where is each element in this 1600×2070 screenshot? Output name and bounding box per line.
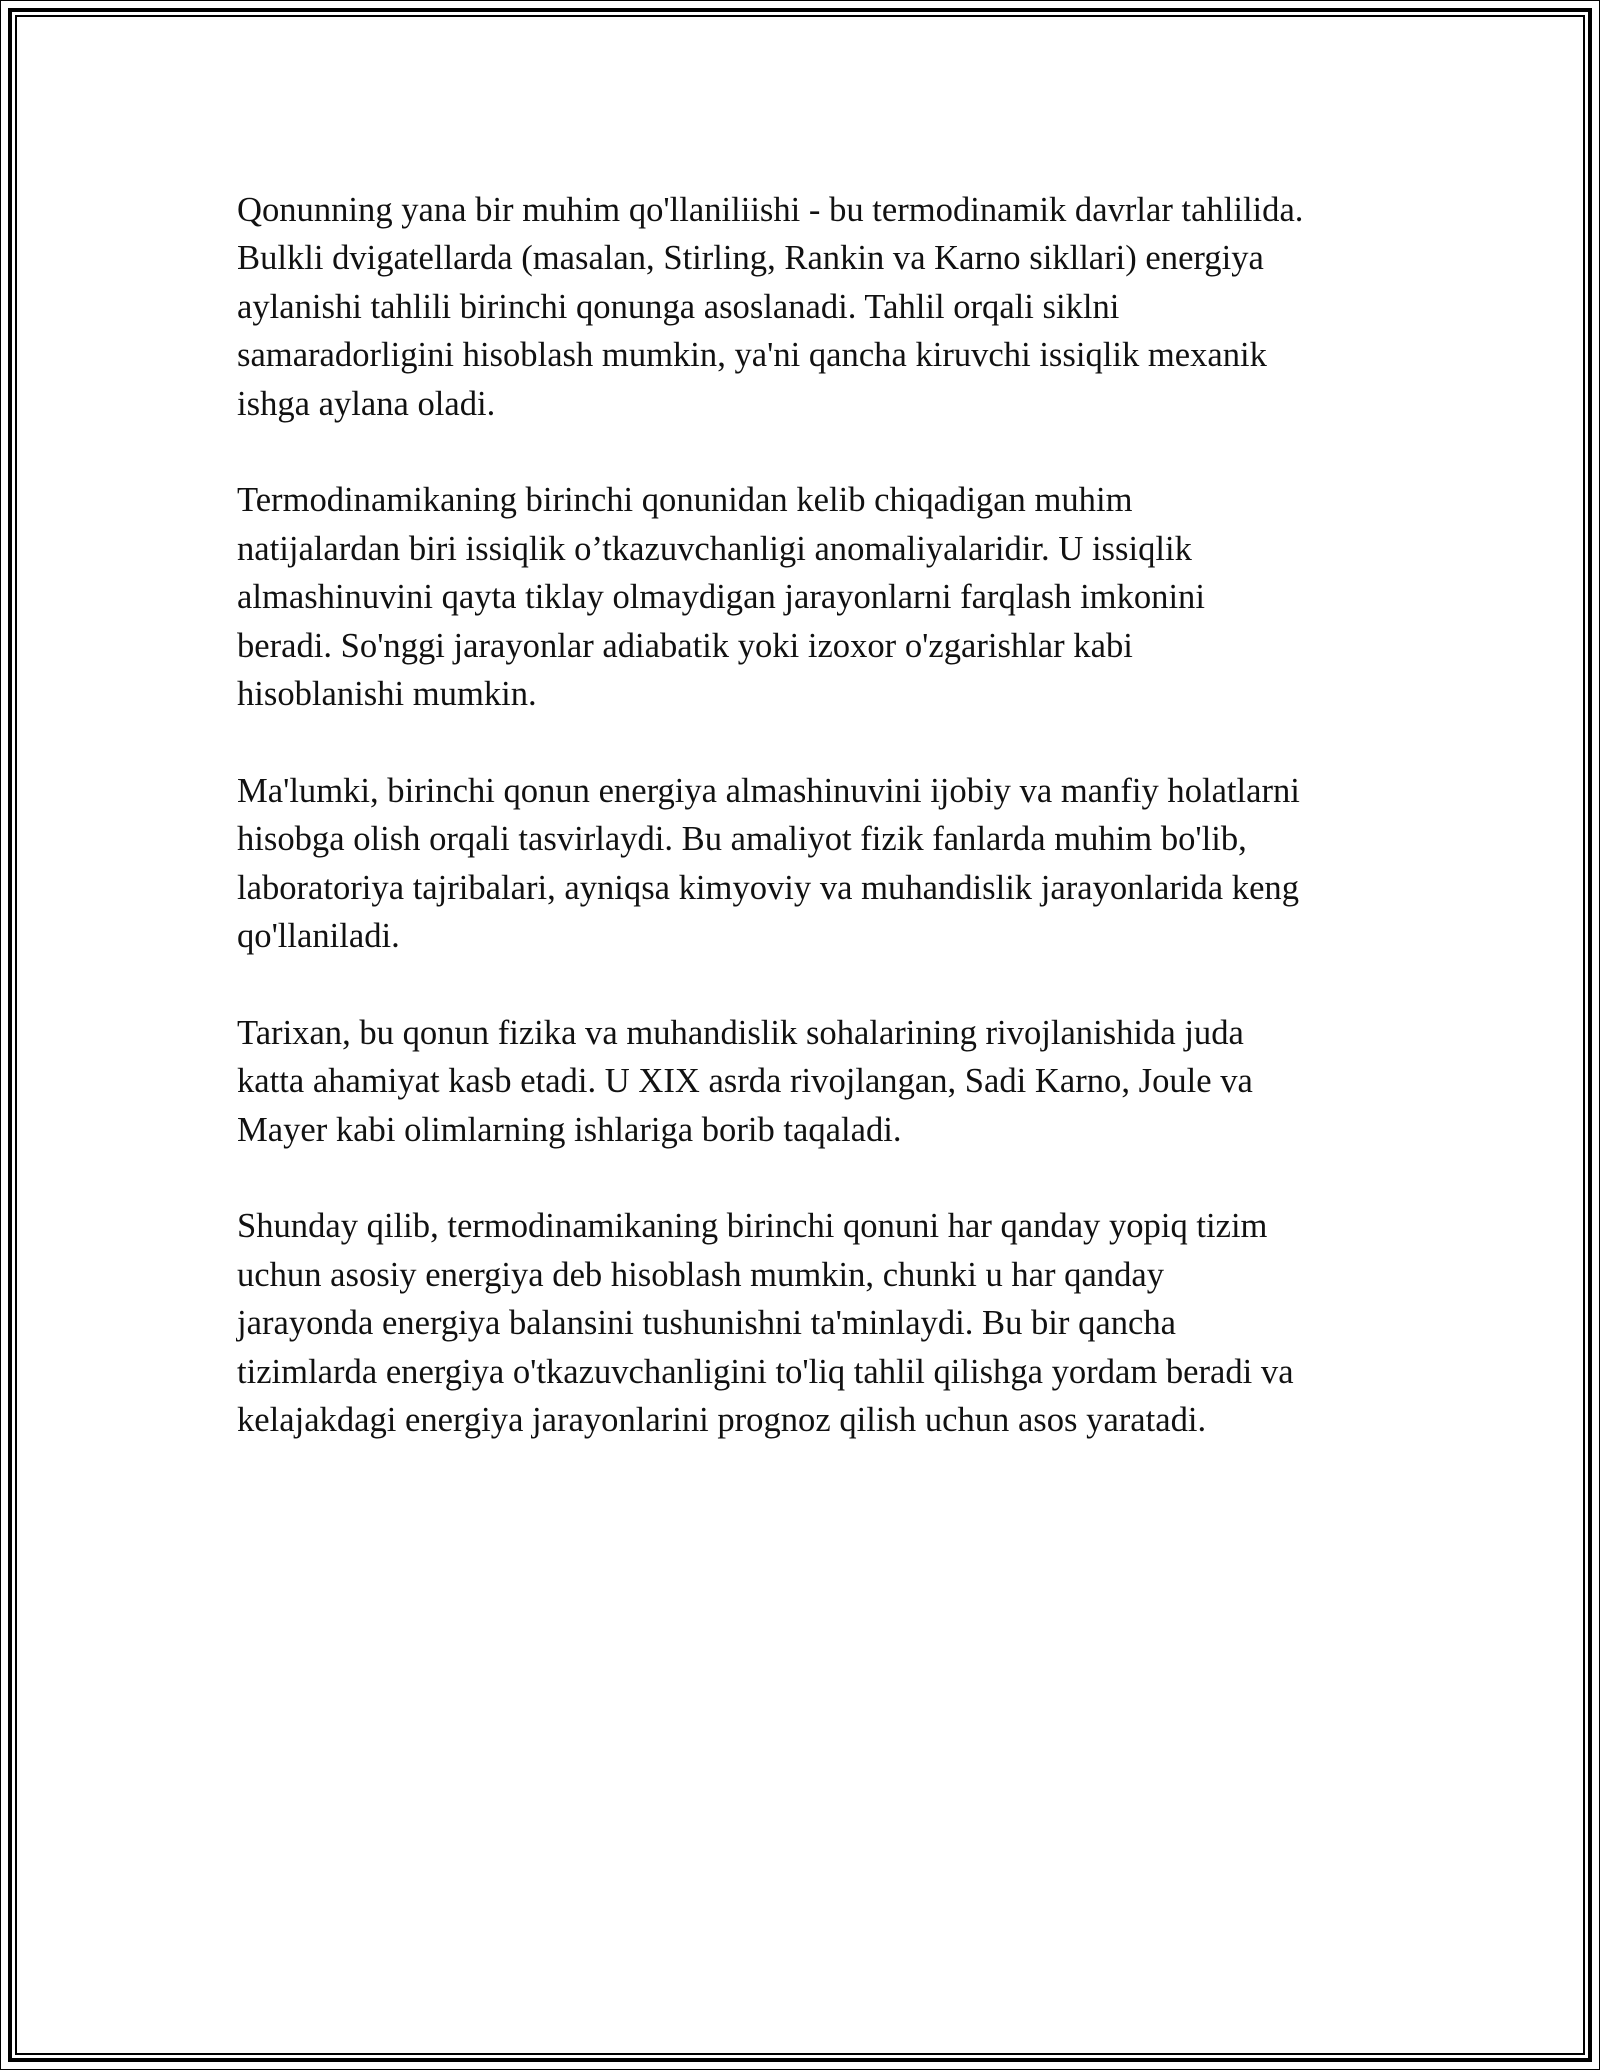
paragraph-thermodynamic-cycles: Qonunning yana bir muhim qo'llaniliishi - bu termodinamik davrlar tahlilida. Bulkli dvigatellarda (masalan, Stirling, Rankin va Karno sikllari) energiya aylanishi tahlili birinchi qonunga asoslanadi. Tahlil orqali siklni samaradorligini hisoblash mumkin, ya'ni qancha kiruvchi issiqlik mexanik ishga aylana oladi. xyxy=(237,191,1304,423)
document-body xyxy=(237,186,1372,1493)
paragraph-heat-conductivity-anomalies: Termodinamikaning birinchi qonunidan kelib chiqadigan muhim natijalardan biri issiqlik o’tkazuvchanligi anomaliyalaridir. U issiqlik almashinuvini qayta tiklay olmaydigan jarayonlarni farqlash imkonini beradi. So'nggi jarayonlar adiabatik yoki izoxor o'zgarishlar kabi hisoblanishi mumkin. xyxy=(237,481,1205,714)
paragraph-history: Tarixan, bu qonun fizika va muhandislik sohalarining rivojlanishida juda katta ahamiyat kasb etadi. U XIX asrda rivojlangan, Sadi Karno, Joule va Mayer kabi olimlarning ishlariga borib taqaladi. xyxy=(237,1013,1253,1149)
paragraph-conclusion: Shunday qilib, termodinamikaning birinchi qonuni har qanday yopiq tizim uchun asosiy energiya deb hisoblash mumkin, chunki u har qanday jarayonda energiya balansini tushunishni ta'minlaydi. Bu bir qancha tizimlarda energiya o'tkazuvchanligini to'liq tahlil qilishga yordam beradi va kelajakdagi energiya jarayonlarini prognoz qilish uchun asos yaratadi. xyxy=(237,1207,1294,1440)
paragraph-energy-exchange: Ma'lumki, birinchi qonun energiya almashinuvini ijobiy va manfiy holatlarni hisobga olish orqali tasvirlaydi. Bu amaliyot fizik fanlarda muhim bo'lib, laboratoriya tajribalari, ayniqsa kimyoviy va muhandislik jarayonlarida keng qo'llaniladi. xyxy=(237,771,1300,956)
